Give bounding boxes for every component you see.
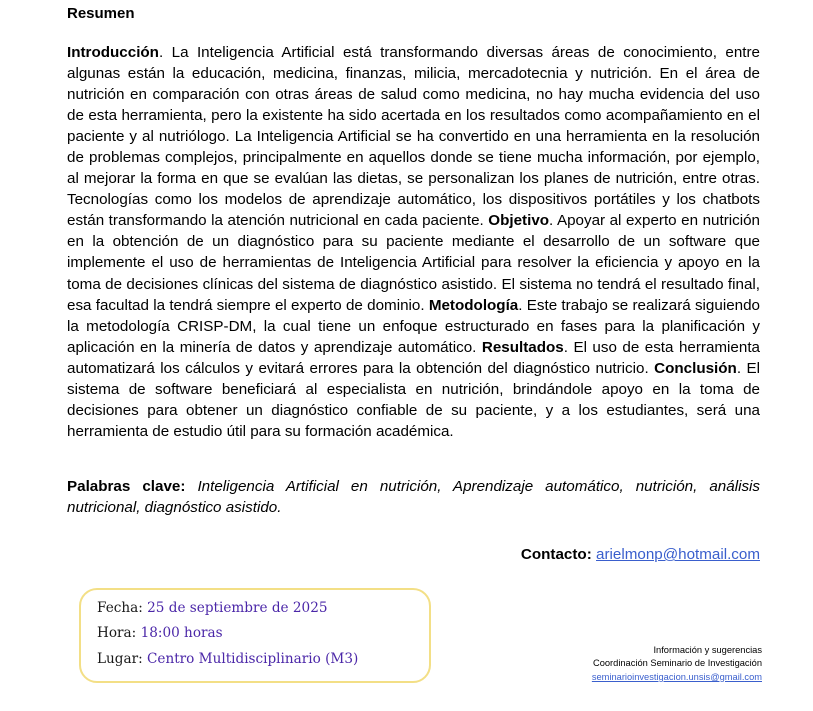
objective-text: . Apoyar al experto en nutrición en la obtención de un diagnóstico para su paciente mediante el desarrollo de un software que implemente el uso de herramientas de Inteligencia Artificial para resolver la eficiencia y apoyo en la toma de decisiones clínicas del sistema de diagnóstico asistido. El sistema no tendrá el resultado final, esa facultad la tendrá siempre el experto de dominio. <box>67 212 760 314</box>
methodology-text: . Este trabajo se realizará siguiendo la metodología CRISP-DM, la cual tiene un enfoque estructurado en fases para la planificación y aplicación en la minería de datos y aprendizaje automático. <box>67 296 760 356</box>
event-date-label: Fecha: <box>97 600 143 616</box>
abstract-paragraph <box>67 42 760 442</box>
event-time-label: Hora: <box>97 625 137 641</box>
contact-email-link[interactable]: arielmonp@hotmail.com <box>596 546 760 563</box>
results-label: Resultados <box>481 338 564 356</box>
methodology-label: Metodología <box>428 296 519 314</box>
keywords-value: Inteligencia Artificial en nutrición, Aprendizaje automático, nutrición, análisis nutricional, diagnóstico asistido. <box>67 478 760 516</box>
keywords-label: Palabras clave: <box>67 478 186 495</box>
contact <box>521 546 760 563</box>
event-time-value: 18:00 horas <box>140 625 223 641</box>
info-block <box>592 644 762 684</box>
event-place <box>97 651 358 667</box>
event-date <box>97 600 328 616</box>
intro-label: Introducción <box>67 44 159 61</box>
objective-label: Objetivo <box>488 212 550 230</box>
event-time <box>97 625 223 641</box>
keywords <box>67 476 760 518</box>
info-line-2: Coordinación Seminario de Investigación <box>593 658 762 669</box>
event-date-value: 25 de septiembre de 2025 <box>147 600 328 616</box>
event-place-label: Lugar: <box>97 651 143 667</box>
section-heading: Resumen <box>67 5 135 22</box>
info-line-1: Información y sugerencias <box>653 645 762 655</box>
event-place-value: Centro Multidisciplinario (M3) <box>147 651 359 667</box>
conclusion-label: Conclusión <box>654 359 737 377</box>
event-details-box <box>79 588 431 683</box>
intro-text: . La Inteligencia Artificial está transformando diversas áreas de conocimiento, entre algunas están la educación, medicina, finanzas, milicia, mercadotecnia y nutrición. En el área de nutrición en comparación con otras áreas de salud como medicina, no hay mucha evidencia del uso de esta herramienta, pero la existente ha sido acertada en los resultados como acompañamiento en el paciente y al nutriólogo. La Inteligencia Artificial se ha convertido en una herramienta en la resolución de problemas complejos, principalmente en aquellos donde se tiene mucha información, por ejemplo, al mejorar la forma en que se evalúan las dietas, se personalizan los planes de nutrición, entre otras. Tecnologías como los modelos de aprendizaje automático, los dispositivos portátiles y los chatbots están transformando la atención nutricional en cada paciente. <box>67 44 760 230</box>
contact-label: Contacto: <box>520 546 592 563</box>
results-text: . El uso de esta herramienta automatizará los cálculos y evitará errores para la obtención del diagnóstico nutricio. <box>67 338 760 377</box>
info-email-link[interactable]: seminarioinvestigacion.unsis@gmail.com <box>591 671 762 682</box>
conclusion-text: . El sistema de software beneficiará al especialista en nutrición, brindándole apoyo en la toma de decisiones para obtener un diagnóstico confiable de su paciente, y a los estudiantes, será una herramienta de estudio útil para su formación académica. <box>67 359 760 440</box>
